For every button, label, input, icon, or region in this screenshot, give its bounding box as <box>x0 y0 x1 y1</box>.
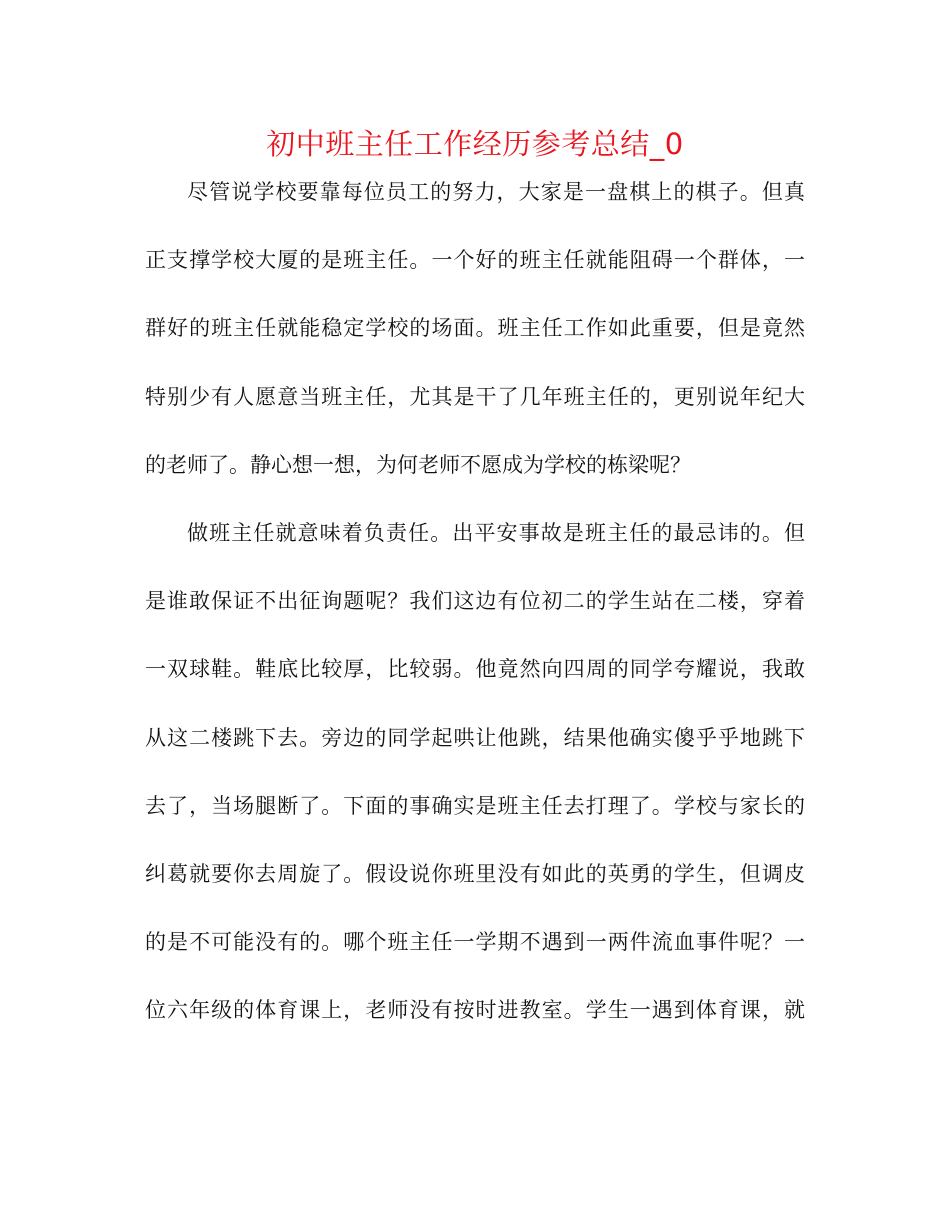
paragraph-1-line-1: 尽管说学校要靠每位员工的努力，大家是一盘棋上的棋子。但真 <box>187 180 805 204</box>
paragraph-1-line-4: 特别少有人愿意当班主任，尤其是干了几年班主任的，更别说年纪大 <box>145 384 805 409</box>
document-body <box>145 173 805 1059</box>
paragraph-1-line-3: 群好的班主任就能稳定学校的场面。班主任工作如此重要，但是竟然 <box>145 316 805 341</box>
paragraph-2-line-4: 从这二楼跳下去。旁边的同学起哄让他跳，结果他确实傻乎乎地跳下 <box>145 725 805 750</box>
paragraph-2-line-6: 纠葛就要你去周旋了。假设说你班里没有如此的英勇的学生，但调皮 <box>145 861 805 886</box>
paragraph-2-line-7: 的是不可能没有的。哪个班主任一学期不遇到一两件流血事件呢？一 <box>145 930 805 955</box>
paragraph-2-line-1: 做班主任就意味着负责任。出平安事故是班主任的最忌讳的。但 <box>187 520 805 545</box>
paragraph-2-line-5: 去了，当场腿断了。下面的事确实是班主任去打理了。学校与家长的 <box>145 793 805 818</box>
document-title: 初中班主任工作经历参考总结_0 <box>266 127 684 161</box>
paragraph-1-line-5: 的老师了。静心想一想，为何老师不愿成为学校的栋梁呢？ <box>145 452 691 477</box>
paragraph-2-line-2: 是谁敢保证不出征询题呢？我们这边有位初二的学生站在二楼，穿着 <box>145 589 805 614</box>
paragraph-2-line-3: 一双球鞋。鞋底比较厚，比较弱。他竟然向四周的同学夸耀说，我敢 <box>145 657 805 682</box>
paragraph-1-line-2: 正支撑学校大厦的是班主任。一个好的班主任就能阻碍一个群体，一 <box>145 248 805 273</box>
paragraph-2-line-8: 位六年级的体育课上，老师没有按时进教室。学生一遇到体育课，就 <box>145 998 805 1023</box>
